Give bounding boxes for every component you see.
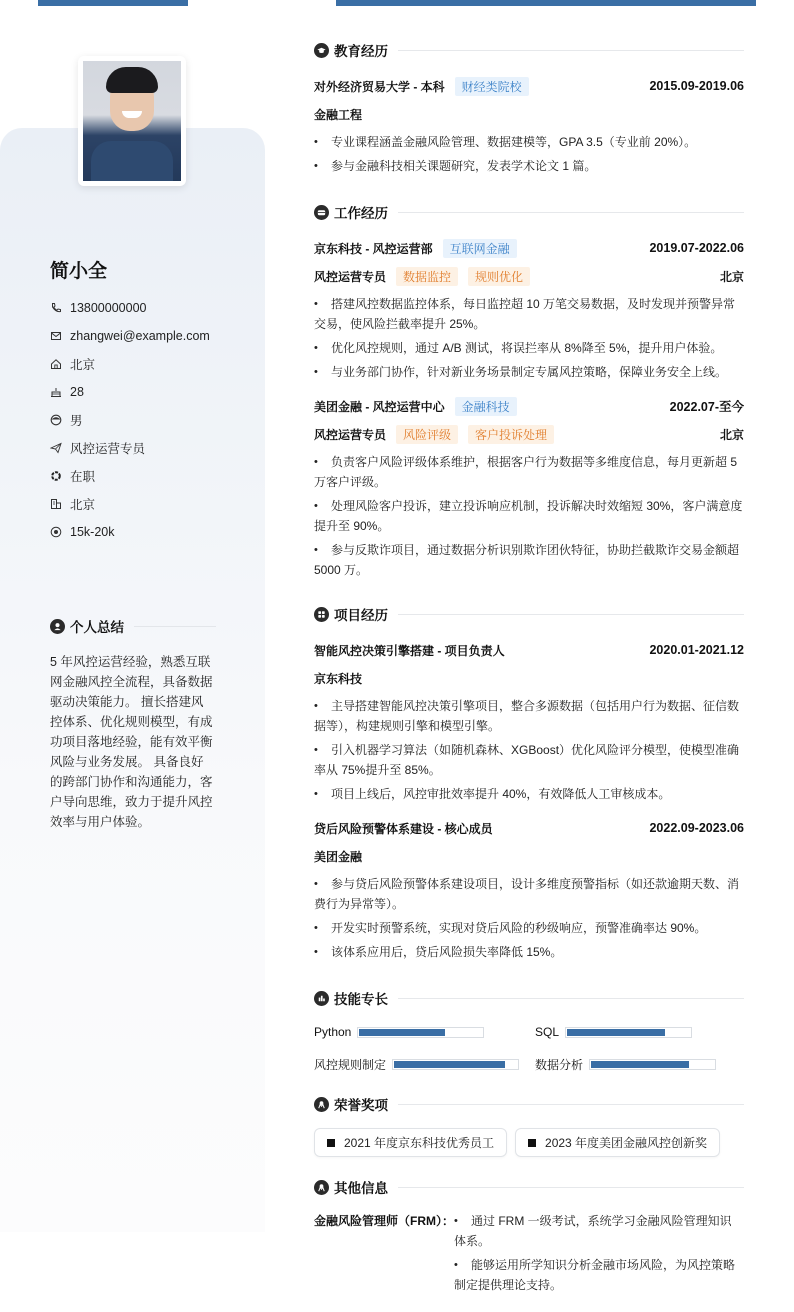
skill-tag: 数据监控	[396, 267, 458, 286]
school-name: 对外经济贸易大学 - 本科	[314, 79, 445, 94]
work-bullets	[314, 294, 744, 382]
section-title-projects: 项目经历	[314, 604, 744, 624]
graduation-cap-icon	[314, 43, 329, 58]
list-item: • 项目上线后，风控审批效率提升 40%，有效降低人工审核成本。	[314, 784, 744, 804]
project-name: 智能风控决策引擎搭建 - 项目负责人	[314, 643, 505, 658]
list-item: • 能够运用所学知识分析金融市场风险，为风控策略制定提供理论支持。	[454, 1255, 739, 1295]
list-item: • 参与反欺诈项目，通过数据分析识别欺诈团伙特征，协助拦截欺诈交易金额超 5000 万。	[314, 540, 744, 580]
list-item: • 优化风控规则，通过 A/B 测试，将误拦率从 8%降至 5%，提升用户体验。	[314, 338, 744, 358]
industry-tag: 互联网金融	[443, 239, 517, 258]
square-bullet-icon	[327, 1139, 335, 1147]
divider	[398, 212, 744, 213]
user-icon	[50, 619, 65, 634]
skill-item: 风控规则制定	[314, 1054, 535, 1074]
award-icon	[314, 1180, 329, 1195]
bar-chart-icon	[314, 991, 329, 1006]
status-icon	[50, 470, 62, 482]
work-role-row	[314, 420, 744, 448]
list-item: • 专业课程涵盖金融风险管理、数据建模等，GPA 3.5（专业前 20%）。	[314, 132, 744, 152]
project-date: 2022.09-2023.06	[649, 821, 744, 835]
building-icon	[50, 498, 62, 510]
mail-icon	[50, 330, 62, 342]
awards-list	[314, 1128, 744, 1157]
project-org-row	[314, 664, 744, 692]
briefcase-icon	[314, 205, 329, 220]
divider	[398, 998, 744, 999]
info-home: 北京	[50, 350, 250, 378]
info-salary: 15k-20k	[50, 518, 250, 546]
project-bullets	[314, 874, 744, 962]
skill-item: SQL	[535, 1022, 744, 1042]
skill-bar	[589, 1059, 716, 1070]
info-position: 风控运营专员	[50, 434, 250, 462]
school-tag: 财经类院校	[455, 77, 529, 96]
award-item: 2023 年度美团金融风控创新奖	[515, 1128, 720, 1157]
project-org: 美团金融	[314, 849, 363, 864]
info-gender: 男	[50, 406, 250, 434]
info-email: zhangwei@example.com	[50, 322, 250, 350]
summary-text: 5 年风控运营经验，熟悉互联网金融风控全流程，具备数据驱动决策能力。 擅长搭建风控体系、优化规则模型，有成功项目落地经验，能有效平衡风险与业务发展。 具备良好的跨部门协作和沟通能力，客户导向思维，致力于提升风控效率与用户体验。	[50, 655, 213, 829]
project-name: 贷后风险预警体系建设 - 核心成员	[314, 821, 493, 836]
section-title-awards: 荣誉奖项	[314, 1094, 744, 1114]
divider	[398, 1104, 744, 1105]
skill-item: Python	[314, 1022, 535, 1042]
work-date: 2019.07-2022.06	[649, 241, 744, 255]
phone-icon	[50, 302, 62, 314]
profile-photo	[78, 56, 186, 186]
square-bullet-icon	[528, 1139, 536, 1147]
company-name: 京东科技 - 风控运营部	[314, 241, 433, 256]
project-org-row	[314, 842, 744, 870]
work-bullets	[314, 452, 744, 580]
industry-tag: 金融科技	[455, 397, 517, 416]
project-header	[314, 636, 744, 664]
list-item: • 该体系应用后，贷后风险损失率降低 15%。	[314, 942, 744, 962]
list-item: • 搭建风控数据监控体系，每日监控超 10 万笔交易数据，及时发现并预警异常交易，使风险拦截率提升 25%。	[314, 294, 744, 334]
list-item: • 参与贷后风险预警体系建设项目，设计多维度预警指标（如还款逾期天数、消费行为异常等）。	[314, 874, 744, 914]
info-city: 北京	[50, 490, 250, 518]
salary-icon	[50, 526, 62, 538]
award-item: 2021 年度京东科技优秀员工	[314, 1128, 507, 1157]
work-role-row	[314, 262, 744, 290]
home-icon	[50, 358, 62, 370]
skill-bar	[565, 1027, 692, 1038]
work-date: 2022.07-至今	[669, 400, 744, 414]
work-location: 北京	[719, 427, 744, 442]
major: 金融工程	[314, 107, 363, 122]
send-icon	[50, 442, 62, 454]
section-title-education: 教育经历	[314, 40, 744, 60]
list-item: • 通过 FRM 一级考试，系统学习金融风险管理知识体系。	[454, 1211, 739, 1251]
info-phone: 13800000000	[50, 294, 250, 322]
gender-icon	[50, 414, 62, 426]
main-content	[314, 40, 744, 1299]
skill-item: 数据分析	[535, 1054, 744, 1074]
accent-bar-right	[336, 0, 756, 6]
project-date: 2020.01-2021.12	[649, 643, 744, 657]
age-icon	[50, 386, 62, 398]
list-item: • 开发实时预警系统，实现对贷后风险的秒级响应，预警准确率达 90%。	[314, 918, 744, 938]
work-location: 北京	[719, 269, 744, 284]
work-header	[314, 234, 744, 262]
skills-grid	[314, 1022, 744, 1074]
contact-info-list	[50, 294, 250, 546]
certificate-label: 金融风险管理师（FRM）：	[314, 1214, 454, 1228]
skill-tag: 规则优化	[468, 267, 530, 286]
education-date: 2015.09-2019.06	[649, 79, 744, 93]
education-bullets	[314, 132, 744, 176]
role: 风控运营专员	[314, 269, 387, 284]
list-item: • 主导搭建智能风控决策引擎项目，整合多源数据（包括用户行为数据、征信数据等），构建规则引擎和模型引擎。	[314, 696, 744, 736]
list-item: • 参与金融科技相关课题研究，发表学术论文 1 篇。	[314, 156, 744, 176]
education-major-row	[314, 100, 744, 128]
list-item: • 负责客户风险评级体系维护，根据客户行为数据等多维度信息，每月更新超 5 万客户评级。	[314, 452, 744, 492]
divider	[398, 614, 744, 615]
avatar	[83, 61, 181, 181]
divider	[398, 1187, 744, 1188]
company-name: 美团金融 - 风控运营中心	[314, 399, 445, 414]
section-title-skills: 技能专长	[314, 988, 744, 1008]
list-item: • 与业务部门协作，针对新业务场景制定专属风控策略，保障业务安全上线。	[314, 362, 744, 382]
section-title-summary: 个人总结	[50, 616, 216, 636]
project-bullets	[314, 696, 744, 804]
role: 风控运营专员	[314, 427, 387, 442]
section-title-work: 工作经历	[314, 202, 744, 222]
education-header	[314, 72, 744, 100]
skill-bar	[392, 1059, 519, 1070]
work-header	[314, 392, 744, 420]
candidate-name: 简小全	[50, 261, 108, 282]
divider	[398, 50, 744, 51]
divider	[134, 626, 216, 627]
info-age: 28	[50, 378, 250, 406]
other-bullets	[454, 1211, 739, 1299]
list-item: • 处理风险客户投诉，建立投诉响应机制，投诉解决时效缩短 30%，客户满意度提升至 90%。	[314, 496, 744, 536]
skill-tag: 客户投诉处理	[468, 425, 554, 444]
project-header	[314, 814, 744, 842]
project-org: 京东科技	[314, 671, 363, 686]
award-icon	[314, 1097, 329, 1112]
accent-bar-left	[38, 0, 188, 6]
info-status: 在职	[50, 462, 250, 490]
other-info	[314, 1211, 744, 1299]
section-title-other: 其他信息	[314, 1177, 744, 1197]
skill-bar	[357, 1027, 484, 1038]
skill-tag: 风险评级	[396, 425, 458, 444]
list-item: • 引入机器学习算法（如随机森林、XGBoost）优化风险评分模型，使模型准确率从 75%提升至 85%。	[314, 740, 744, 780]
grid-icon	[314, 607, 329, 622]
